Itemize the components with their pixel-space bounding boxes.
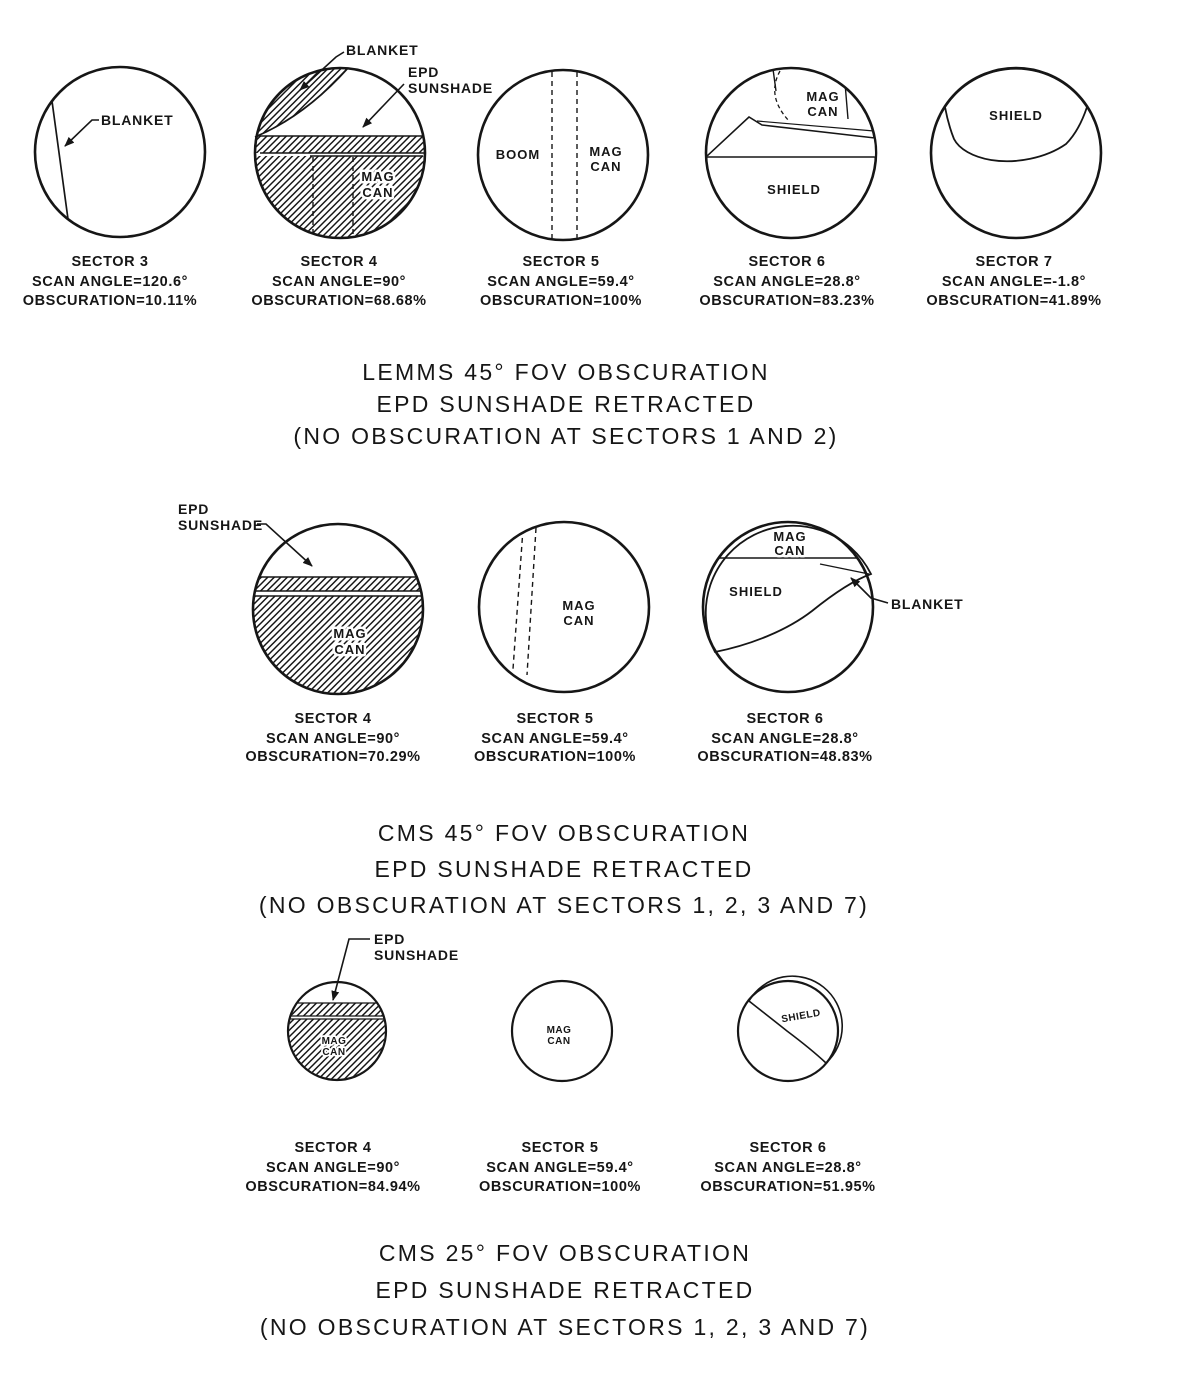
figure-sector-4 (178, 501, 423, 765)
sector-name-label: SECTOR 4 (300, 254, 378, 270)
figure-sector-5 (479, 981, 641, 1195)
scan-angle-label: SCAN ANGLE=-1.8° (941, 274, 1087, 290)
shield-label: SHIELD (729, 584, 783, 599)
sector-name-label: SECTOR 6 (746, 711, 824, 727)
figure-sector-6 (700, 976, 875, 1195)
can-label: CAN (774, 543, 806, 558)
sector-name-label: SECTOR 3 (71, 254, 149, 270)
figure-sector-7 (926, 68, 1101, 309)
sunshade-label: SUNSHADE (374, 947, 459, 963)
sector-name-label: SECTOR 7 (975, 254, 1053, 270)
scan-angle-label: SCAN ANGLE=90° (265, 1160, 401, 1176)
epd-label: EPD (408, 64, 440, 80)
mag-can-region (255, 156, 425, 242)
title-line-1: CMS 45° FOV OBSCURATION (377, 820, 751, 846)
blanket-obscuration-region (35, 101, 68, 219)
title-line-1: CMS 25° FOV OBSCURATION (378, 1240, 752, 1266)
scan-angle-label: SCAN ANGLE=28.8° (711, 731, 859, 747)
can-label: CAN (334, 642, 366, 657)
figure-sector-3 (23, 67, 205, 309)
clear-wedge-region (706, 117, 876, 157)
epd-label: EPD (178, 501, 210, 517)
leader-arrow (65, 120, 99, 146)
obscuration-label: OBSCURATION=10.11% (22, 293, 198, 309)
sunshade-band-region (253, 577, 423, 591)
title-line-3: (NO OBSCURATION AT SECTORS 1 AND 2) (293, 423, 839, 449)
obscuration-label: OBSCURATION=100% (478, 1179, 642, 1195)
figure-sector-5 (478, 70, 648, 309)
blanket-label: BLANKET (101, 112, 174, 128)
can-label: CAN (590, 159, 622, 174)
title-line-2: EPD SUNSHADE RETRACTED (375, 1277, 755, 1303)
sector-name-label: SECTOR 4 (294, 1140, 372, 1156)
figure-sector-4 (245, 931, 459, 1195)
mag-label: MAG (321, 1036, 347, 1047)
scan-angle-label: SCAN ANGLE=28.8° (713, 274, 861, 290)
panel-lemms-45 (23, 42, 1102, 449)
obscuration-label: OBSCURATION=41.89% (926, 293, 1102, 309)
figure-sector-6 (699, 68, 876, 309)
can-label: CAN (322, 1047, 346, 1058)
scan-angle-label: SCAN ANGLE=120.6° (31, 274, 189, 290)
can-label: CAN (807, 104, 839, 119)
obscuration-label: OBSCURATION=84.94% (245, 1179, 421, 1195)
panel-cms-25 (245, 931, 875, 1340)
boom-label: BOOM (495, 147, 541, 162)
sector-name-label: SECTOR 5 (521, 1140, 599, 1156)
title-line-2: EPD SUNSHADE RETRACTED (374, 856, 754, 882)
title-line-3: (NO OBSCURATION AT SECTORS 1, 2, 3 AND 7) (259, 1314, 871, 1340)
sunshade-band-region (255, 136, 425, 153)
scan-angle-label: SCAN ANGLE=28.8° (714, 1160, 862, 1176)
mag-label: MAG (773, 529, 807, 544)
shield-label: SHIELD (780, 1007, 822, 1026)
blanket-label: BLANKET (891, 596, 964, 612)
scan-angle-label: SCAN ANGLE=59.4° (481, 731, 629, 747)
dashed-divider-lines (552, 72, 577, 238)
mag-label: MAG (546, 1025, 572, 1036)
sunshade-band-region (288, 1003, 386, 1016)
mag-can-right-line (844, 71, 848, 119)
can-label: CAN (547, 1036, 571, 1047)
shield-label: SHIELD (767, 182, 821, 197)
figure-sector-5 (474, 522, 649, 765)
sector-name-label: SECTOR 6 (749, 1140, 827, 1156)
obscuration-label: OBSCURATION=100% (473, 749, 637, 765)
mag-label: MAG (589, 144, 623, 159)
leader-arrow (363, 84, 404, 127)
title-line-1: LEMMS 45° FOV OBSCURATION (362, 359, 770, 385)
can-label: CAN (563, 613, 595, 628)
sector-name-label: SECTOR 4 (294, 711, 372, 727)
can-label: CAN (362, 185, 394, 200)
obscuration-label: OBSCURATION=48.83% (697, 749, 873, 765)
mag-label: MAG (333, 626, 367, 641)
scan-angle-label: SCAN ANGLE=59.4° (487, 274, 635, 290)
dashed-arc-line (775, 71, 789, 121)
mag-label: MAG (361, 169, 395, 184)
figure-sector-4 (251, 42, 493, 309)
sector-name-label: SECTOR 5 (516, 711, 594, 727)
scan-angle-label: SCAN ANGLE=59.4° (486, 1160, 634, 1176)
title-line-3: (NO OBSCURATION AT SECTORS 1, 2, 3 AND 7) (258, 892, 870, 918)
sector-name-label: SECTOR 5 (522, 254, 600, 270)
obscuration-label: OBSCURATION=51.95% (700, 1179, 876, 1195)
obscuration-label: OBSCURATION=70.29% (245, 749, 421, 765)
obscuration-label: OBSCURATION=100% (479, 293, 643, 309)
blanket-label: BLANKET (346, 42, 419, 58)
scan-angle-label: SCAN ANGLE=90° (265, 731, 401, 747)
epd-label: EPD (374, 931, 406, 947)
panel-title (293, 359, 838, 449)
scan-angle-label: SCAN ANGLE=90° (271, 274, 407, 290)
obscuration-label: OBSCURATION=83.23% (699, 293, 875, 309)
obscuration-label: OBSCURATION=68.68% (251, 293, 427, 309)
panel-title (259, 820, 869, 918)
sunshade-label: SUNSHADE (178, 517, 263, 533)
shield-label: SHIELD (989, 108, 1043, 123)
figure-sector-6 (697, 522, 963, 765)
panel-cms-45 (178, 501, 963, 918)
panel-title (260, 1240, 870, 1340)
mag-label: MAG (562, 598, 596, 613)
title-line-2: EPD SUNSHADE RETRACTED (376, 391, 756, 417)
sunshade-label: SUNSHADE (408, 80, 493, 96)
mag-label: MAG (806, 89, 840, 104)
dashed-divider-lines (513, 528, 536, 675)
sector-name-label: SECTOR 6 (748, 254, 826, 270)
